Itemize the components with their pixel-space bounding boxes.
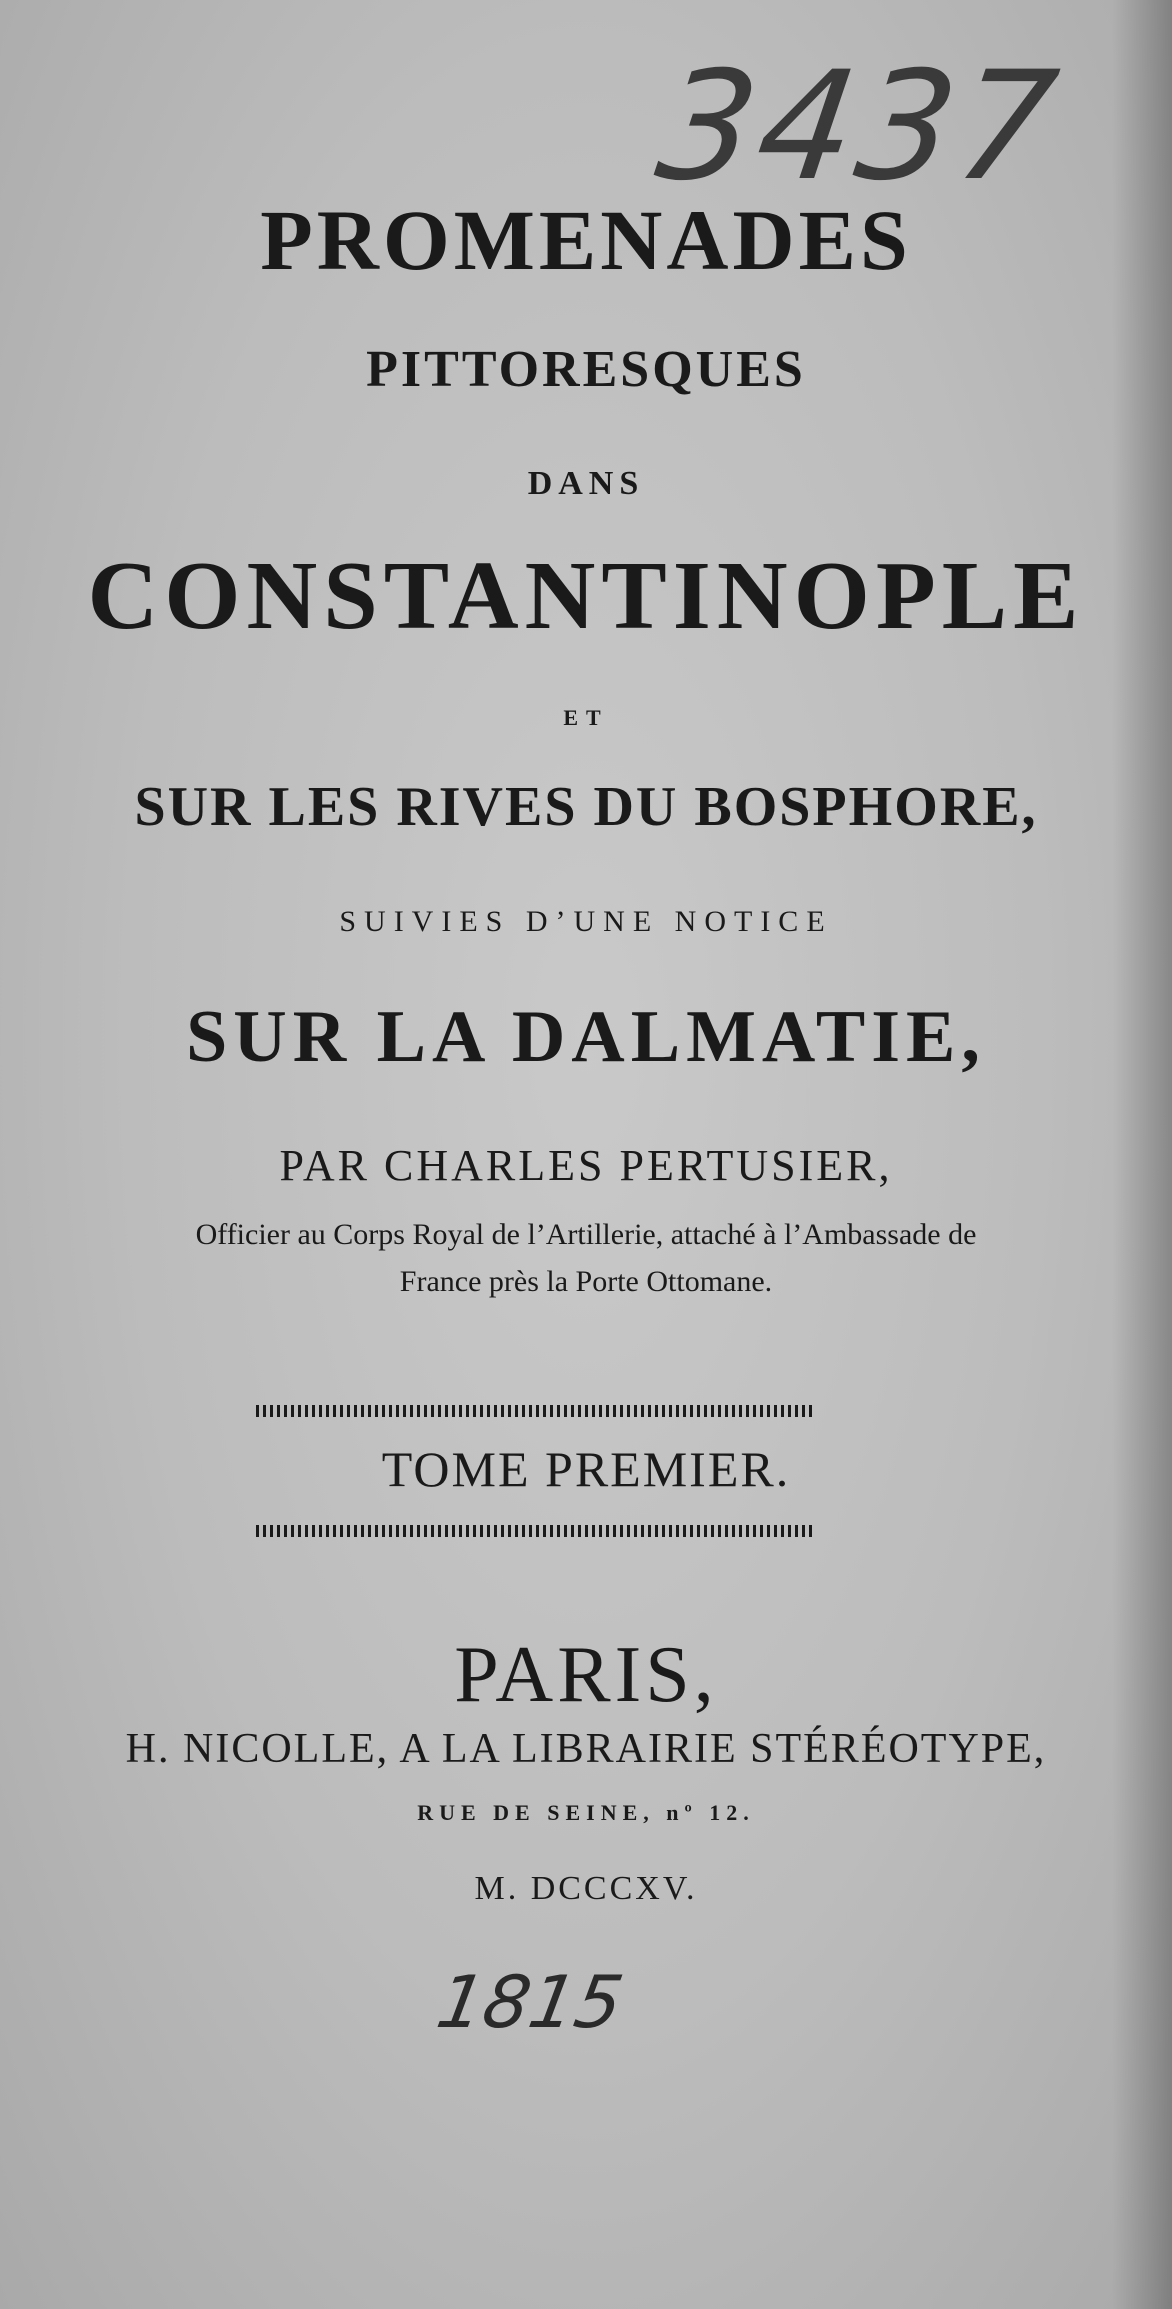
title-line-1: PROMENADES bbox=[260, 192, 912, 288]
author-name: PAR CHARLES PERTUSIER, bbox=[279, 1141, 893, 1190]
author-description-2: France près la Porte Ottomane. bbox=[399, 1265, 773, 1298]
volume-label: TOME PREMIER. bbox=[381, 1441, 791, 1497]
title-line-6: SUR LES RIVES DU BOSPHORE, bbox=[134, 776, 1038, 838]
imprint-year: M. DCCCXV. bbox=[474, 1870, 698, 1907]
title-line-2: PITTORESQUES bbox=[366, 341, 806, 398]
title-line-4: CONSTANTINOPLE bbox=[87, 542, 1085, 650]
title-line-8: SUR LA DALMATIE, bbox=[186, 996, 986, 1078]
title-line-7: SUIVIES D’UNE NOTICE bbox=[339, 905, 833, 938]
imprint-address: RUE DE SEINE, nº 12. bbox=[417, 1800, 755, 1825]
handwritten-shelfmark: 3437 bbox=[647, 40, 1070, 214]
handwritten-date: 1815 bbox=[430, 1960, 630, 2044]
ornamental-rule-bottom bbox=[256, 1525, 816, 1537]
author-description-1: Officier au Corps Royal de l’Artillerie, attaché à l’Ambassade de bbox=[195, 1218, 977, 1251]
imprint-city: PARIS, bbox=[454, 1631, 718, 1719]
title-line-3: DANS bbox=[527, 465, 645, 502]
ornamental-rule-top bbox=[256, 1405, 816, 1417]
title-line-5: ET bbox=[563, 705, 609, 730]
imprint-publisher: H. NICOLLE, A LA LIBRAIRIE STÉRÉOTYPE, bbox=[125, 1726, 1047, 1772]
